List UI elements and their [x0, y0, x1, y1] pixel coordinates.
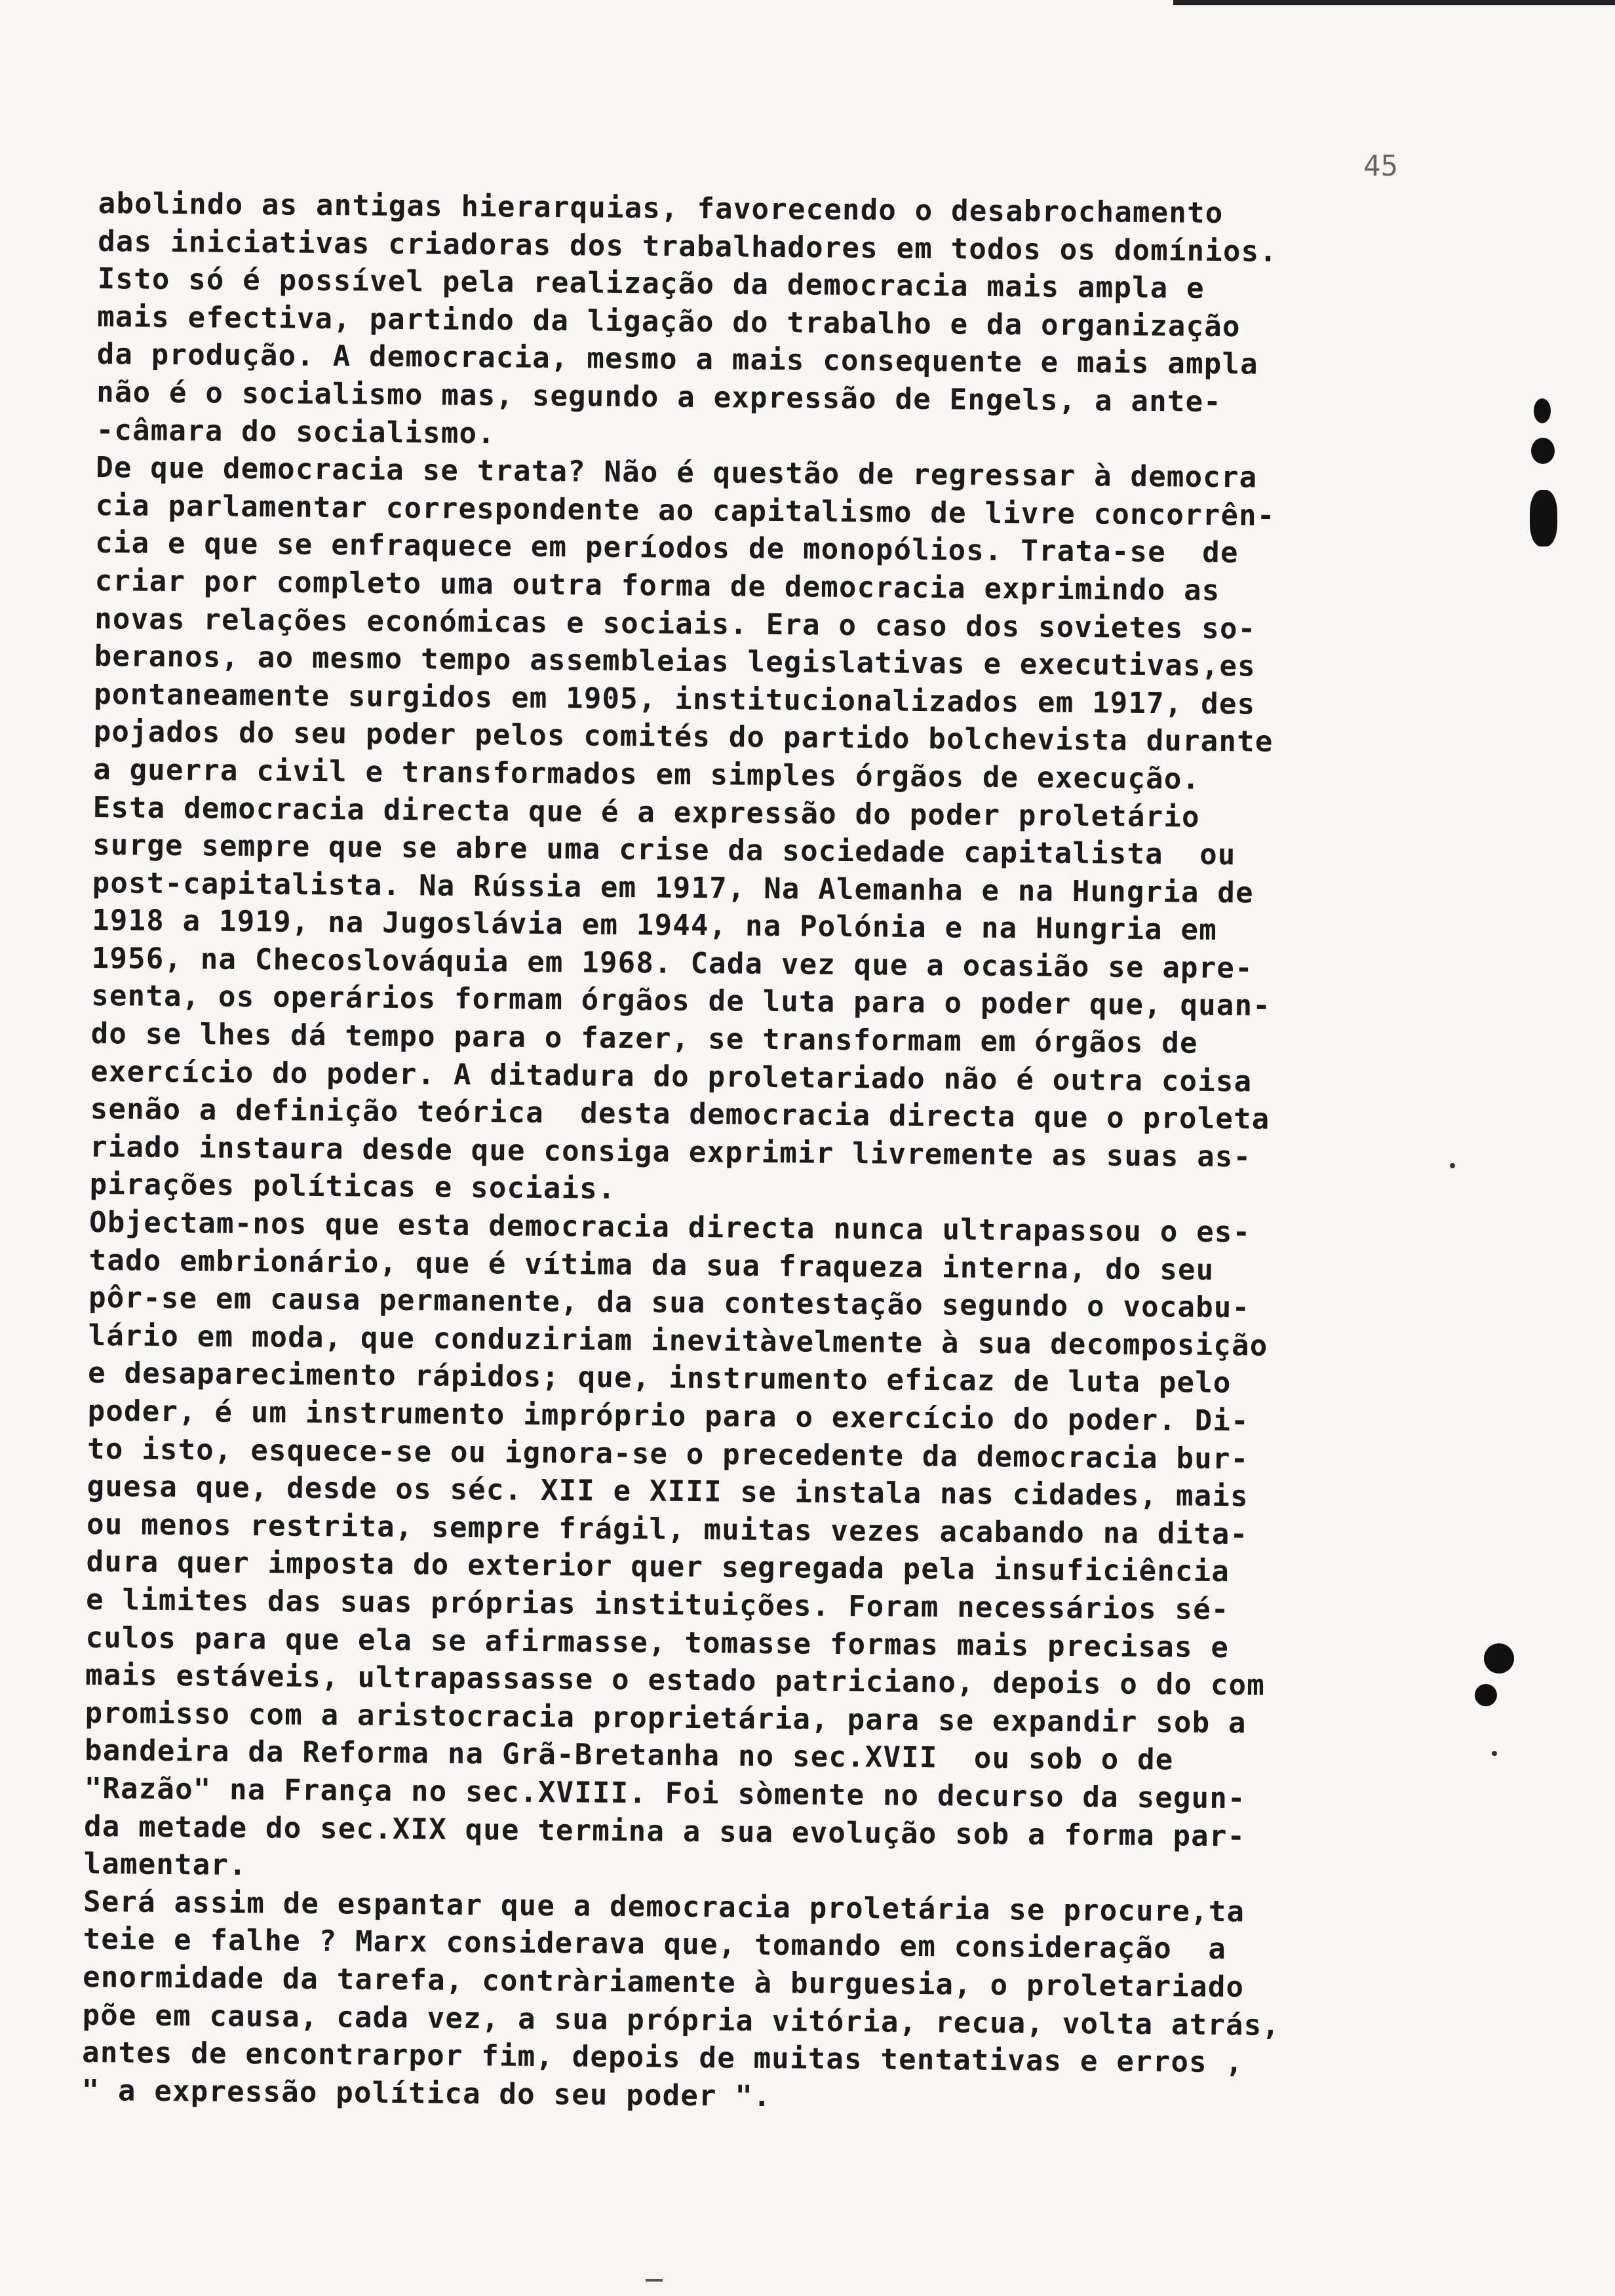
text-line: lamentar.: [83, 1847, 248, 1883]
paragraph: [89, 788, 1462, 1215]
text-line: do se lhes dá tempo para o fazer, se transformam em órgãos de: [90, 1017, 1198, 1060]
ink-blot: [1484, 1643, 1514, 1674]
paragraph: [96, 185, 1468, 461]
paragraph: [81, 1883, 1453, 2122]
text-line: não é o socialismo mas, segundo a expressão de Engels, a ante-: [96, 375, 1222, 419]
text-line: riado instaura desde que consiga exprimir livremente as suas as-: [89, 1130, 1252, 1174]
text-line: mais estáveis, ultrapassasse o estado patriciano, depois o do com: [85, 1658, 1266, 1702]
text-line: enormidade da tarefa, contràriamente à burguesia, o proletariado: [82, 1960, 1245, 2004]
text-line: senão a definição teórica desta democracia directa que o proleta: [90, 1092, 1270, 1136]
ink-blot: [1534, 398, 1551, 423]
text-line: post-capitalista. Na Rússia em 1917, Na Alemanha e na Hungria de: [92, 866, 1255, 910]
ink-blot: [1530, 490, 1557, 546]
text-line: criar por completo uma outra forma de democracia exprimindo as: [94, 564, 1220, 607]
body-text: [81, 185, 1468, 2121]
text-line: beranos, ao mesmo tempo assembleias legislativas e executivas,es: [94, 640, 1256, 683]
text-line: Isto só é possível pela realização da democracia mais ampla e: [97, 262, 1205, 305]
text-line: guesa que, desde os séc. XII e XIII se instala nas cidades, mais: [87, 1470, 1249, 1514]
text-line: e desaparecimento rápidos; que, instrumento eficaz de luta pelo: [87, 1356, 1232, 1400]
text-line: promisso com a aristocracia proprietária, para se expandir sob a: [85, 1696, 1247, 1740]
paragraph: [83, 1204, 1459, 1895]
paragraph: [93, 449, 1466, 801]
text-line: 1956, na Checoslováquia em 1968. Cada vez que a ocasião se apre-: [91, 941, 1254, 985]
text-line: teie e falhe ? Marx considerava que, tomando em consideração a: [83, 1923, 1227, 1966]
text-line: cia e que se enfraquece em períodos de monopólios. Trata-se de: [95, 526, 1239, 570]
text-line: ou menos restrita, sempre frágil, muitas vezes acabando na dita-: [86, 1507, 1249, 1552]
ink-speck: [1492, 1751, 1497, 1756]
text-line: culos para que ela se afirmasse, tomasse formas mais precisas e: [85, 1620, 1230, 1664]
text-line: tado embrionário, que é vítima da sua fraqueza interna, do seu: [88, 1243, 1215, 1287]
text-line: cia parlamentar correspondente ao capitalismo de livre concorrên-: [95, 488, 1275, 533]
text-line: das iniciativas criadoras dos trabalhadores em todos os domínios.: [98, 224, 1278, 269]
text-line: mais efectiva, partindo da ligação do trabalho e da organização: [97, 299, 1241, 343]
text-line: pontaneamente surgidos em 1905, institucionalizados em 1917, des: [93, 677, 1256, 721]
text-line: abolindo as antigas hierarquias, favorecendo o desabrochamento: [98, 186, 1224, 230]
text-line: Será assim de espantar que a democracia proletária se procure,ta: [83, 1885, 1245, 1929]
text-line: " a expressão política do seu poder ".: [81, 2073, 772, 2113]
ink-blot: [1475, 1684, 1497, 1706]
bottom-mark: [646, 2279, 663, 2282]
text-line: pirações políticas e sociais.: [89, 1168, 616, 1206]
text-line: pôr-se em causa permanente, da sua contestação segundo o vocabu-: [88, 1281, 1251, 1325]
text-line: surge sempre que se abre uma crise da sociedade capitalista ou: [92, 828, 1236, 872]
text-line: da produção. A democracia, mesmo a mais consequente e mais ampla: [96, 337, 1259, 381]
text-line: Esta democracia directa que é a expressão do poder proletário: [92, 790, 1200, 834]
text-line: põe em causa, cada vez, a sua própria vitória, recua, volta atrás,: [82, 1998, 1281, 2042]
text-line: da metade do sec.XIX que termina a sua evolução sob a forma par-: [83, 1809, 1246, 1853]
text-line: a guerra civil e transformados em simples órgãos de execução.: [92, 752, 1201, 796]
text-line: dura quer imposta do exterior quer segregada pela insuficiência: [86, 1545, 1230, 1589]
text-line: e limites das suas próprias instituições. Foram necessários sé-: [85, 1582, 1230, 1627]
text-line: lário em moda, que conduziriam inevitàvelmente à sua decomposição: [88, 1318, 1268, 1363]
text-line: poder, é um instrumento impróprio para o exercício do poder. Di-: [87, 1394, 1250, 1438]
text-line: De que democracia se trata? Não é questão de regressar à democra: [96, 451, 1258, 495]
ink-speck: [1450, 1163, 1455, 1168]
text-line: exercício do poder. A ditadura do proletariado não é outra coisa: [90, 1054, 1253, 1099]
text-line: Objectam-nos que esta democracia directa nunca ultrapassou o es-: [88, 1205, 1251, 1250]
text-line: 1918 a 1919, na Jugoslávia em 1944, na Polónia e na Hungria em: [91, 904, 1218, 947]
text-line: "Razão" na França no sec.XVIII. Foi sòmente no decurso da segun-: [84, 1771, 1246, 1816]
text-line: bandeira da Reforma na Grã-Bretanha no sec.XVII ou sob o de: [84, 1734, 1174, 1777]
text-line: pojados do seu poder pelos comités do partido bolchevista durante: [93, 715, 1274, 759]
text-line: -câmara do socialismo.: [96, 413, 496, 450]
page-number: 45: [1363, 149, 1398, 183]
text-line: senta, os operários formam órgãos de luta para o poder que, quan-: [90, 979, 1272, 1024]
text-line: novas relações económicas e sociais. Era o caso dos sovietes so-: [94, 602, 1256, 645]
ink-blot: [1531, 438, 1555, 464]
text-line: to isto, esquece-se ou ignora-se o precedente da democracia bur-: [87, 1432, 1249, 1476]
top-edge-rule: [1173, 0, 1615, 5]
text-line: antes de encontrarpor fim, depois de muitas tentativas e erros ,: [81, 2035, 1244, 2080]
